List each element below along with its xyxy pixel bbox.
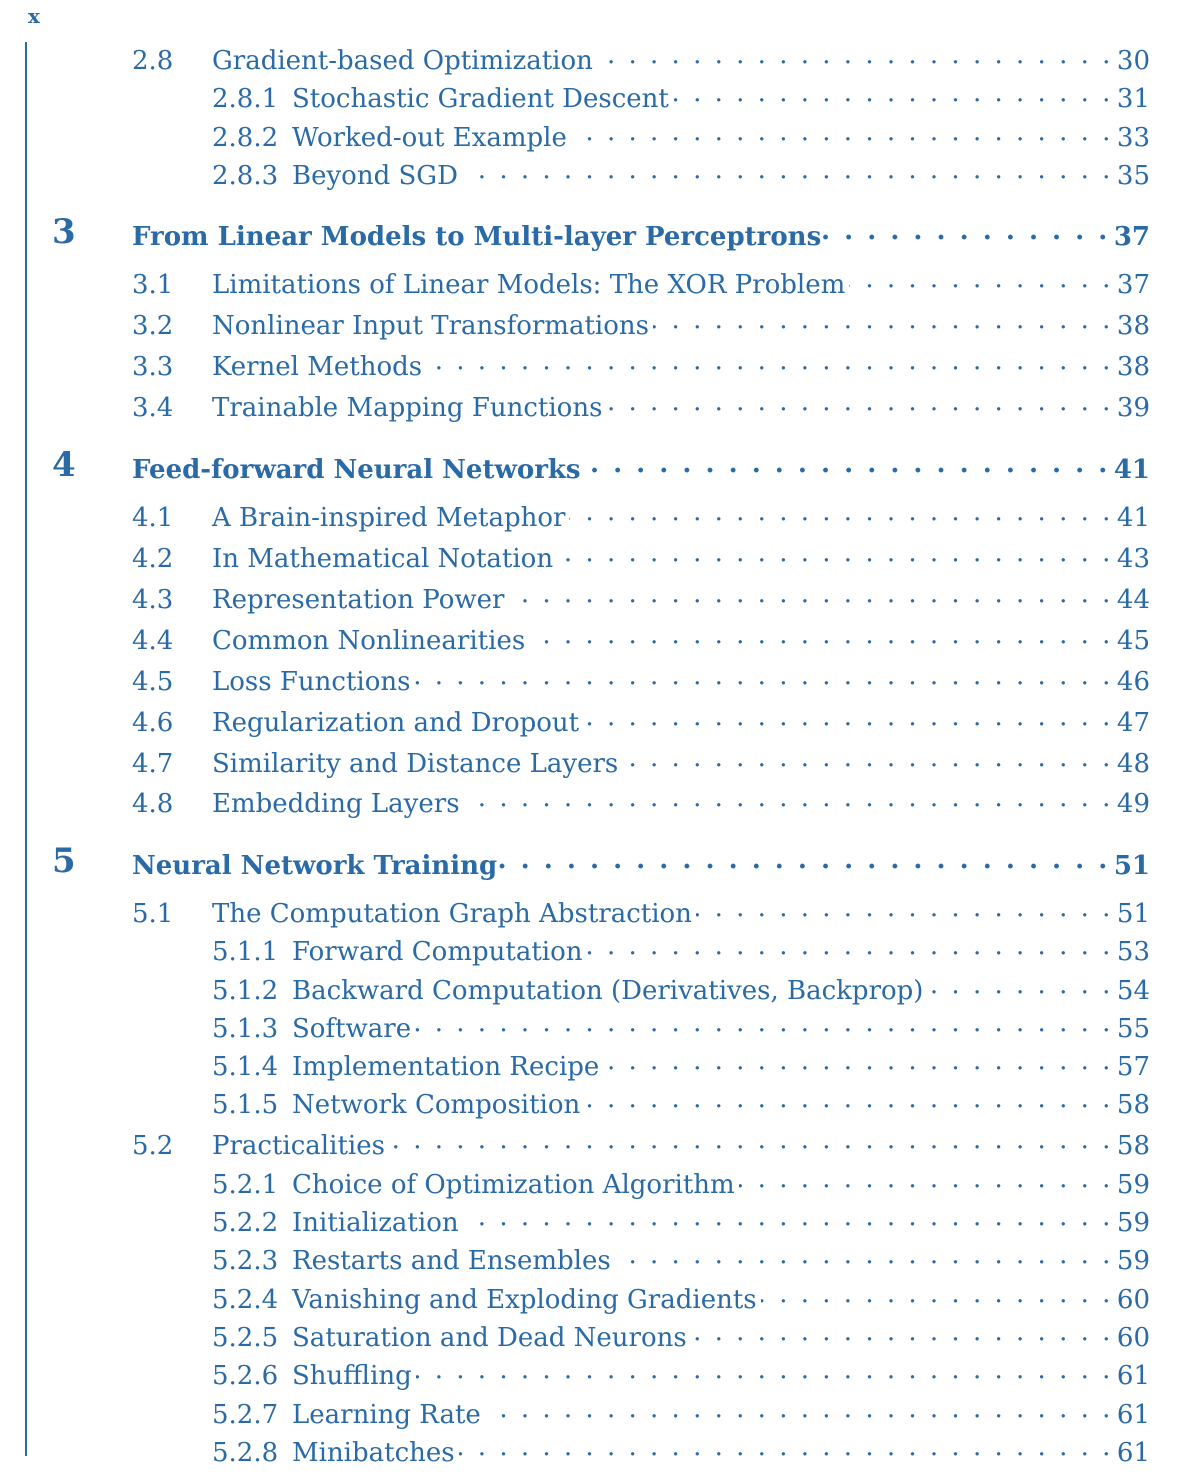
toc-subsection-entry[interactable] — [0, 1240, 1150, 1276]
page-ref: 38 — [1116, 351, 1150, 382]
subsection-number: 5.2.6 — [212, 1360, 279, 1391]
entry-title: From Linear Models to Multi-layer Perceptrons — [132, 221, 822, 252]
toc-section-entry[interactable] — [0, 702, 1150, 738]
entry-title: Software — [292, 1013, 412, 1044]
dot-leader — [622, 743, 1113, 772]
toc-section-entry[interactable] — [0, 346, 1150, 382]
dot-leader — [459, 1432, 1113, 1461]
page-ref: 39 — [1116, 392, 1150, 423]
section-number: 4.1 — [132, 502, 174, 533]
page-ref: 38 — [1116, 310, 1150, 341]
entry-title: Minibatches — [292, 1437, 455, 1468]
toc-section-entry[interactable] — [0, 497, 1150, 533]
page-ref: 46 — [1116, 666, 1150, 697]
dot-leader — [603, 1046, 1113, 1075]
toc-subsection-entry[interactable] — [0, 117, 1150, 153]
entry-title: Loss Functions — [212, 666, 411, 697]
toc-subsection-entry[interactable] — [0, 1279, 1150, 1315]
toc-chapter-entry[interactable] — [0, 212, 1150, 252]
dot-leader — [462, 155, 1113, 184]
toc-section-entry[interactable] — [0, 305, 1150, 341]
entry-title: Common Nonlinearities — [212, 625, 526, 656]
entry-title: In Mathematical Notation — [212, 543, 554, 574]
dot-leader — [416, 1355, 1113, 1384]
section-number: 2.8 — [132, 45, 174, 76]
section-number: 3.2 — [132, 310, 174, 341]
toc-subsection-entry[interactable] — [0, 1084, 1150, 1120]
page-ref: 55 — [1116, 1013, 1150, 1044]
dot-leader — [571, 117, 1113, 146]
subsection-number: 5.1.5 — [212, 1089, 279, 1120]
toc-section-entry[interactable] — [0, 661, 1150, 697]
dot-leader — [849, 264, 1113, 293]
page-ref: 61 — [1116, 1360, 1150, 1391]
dot-leader — [414, 661, 1112, 690]
section-number: 3.4 — [132, 392, 174, 423]
dot-leader — [696, 893, 1113, 922]
dot-leader — [739, 1164, 1113, 1193]
toc-subsection-entry[interactable] — [0, 1355, 1150, 1391]
toc-section-entry[interactable] — [0, 1125, 1150, 1161]
page-ref: 41 — [1116, 502, 1150, 533]
page-ref: 51 — [1116, 898, 1150, 929]
entry-title: Saturation and Dead Neurons — [292, 1322, 687, 1353]
toc-section-entry[interactable] — [0, 620, 1150, 656]
toc-subsection-entry[interactable] — [0, 155, 1150, 191]
chapter-number: 5 — [52, 841, 76, 881]
toc-chapter-entry[interactable] — [0, 445, 1150, 485]
entry-title: Beyond SGD — [292, 160, 458, 191]
dot-leader — [691, 1317, 1113, 1346]
page-ref: 58 — [1116, 1089, 1150, 1120]
entry-title: Feed-forward Neural Networks — [132, 454, 581, 485]
page-ref: 60 — [1116, 1322, 1150, 1353]
chapter-number: 3 — [52, 212, 76, 252]
page-ref: 43 — [1116, 543, 1150, 574]
subsection-number: 5.2.8 — [212, 1437, 279, 1468]
dot-leader — [927, 970, 1112, 999]
subsection-number: 5.1.2 — [212, 975, 279, 1006]
entry-title: Initialization — [292, 1207, 459, 1238]
section-number: 4.8 — [132, 788, 174, 819]
entry-title: Neural Network Training — [132, 850, 498, 881]
subsection-number: 5.2.7 — [212, 1399, 279, 1430]
dot-leader — [821, 216, 1110, 245]
toc-subsection-entry[interactable] — [0, 931, 1150, 967]
dot-leader — [426, 346, 1113, 375]
toc-subsection-entry[interactable] — [0, 1202, 1150, 1238]
page-ref: 31 — [1116, 83, 1150, 114]
subsection-number: 5.2.3 — [212, 1245, 279, 1276]
section-number: 5.1 — [132, 898, 174, 929]
entry-title: Regularization and Dropout — [212, 707, 580, 738]
dot-leader — [485, 1394, 1113, 1423]
toc-subsection-entry[interactable] — [0, 1046, 1150, 1082]
entry-title: Backward Computation (Derivatives, Backprop) — [292, 975, 924, 1006]
entry-title: Kernel Methods — [212, 351, 423, 382]
dot-leader — [587, 931, 1113, 960]
page-ref: 57 — [1116, 1051, 1150, 1082]
dot-leader — [761, 1279, 1113, 1308]
page-ref: 58 — [1116, 1130, 1150, 1161]
section-number: 4.4 — [132, 625, 174, 656]
page-ref: 37 — [1113, 221, 1150, 252]
entry-title: Embedding Layers — [212, 788, 460, 819]
toc-subsection-entry[interactable] — [0, 970, 1150, 1006]
toc-subsection-entry[interactable] — [0, 78, 1150, 114]
page-ref: 41 — [1113, 454, 1150, 485]
entry-title: Choice of Optimization Algorithm — [292, 1169, 735, 1200]
toc-section-entry[interactable] — [0, 783, 1150, 819]
toc-subsection-entry[interactable] — [0, 1164, 1150, 1200]
entry-title: Vanishing and Exploding Gradients — [292, 1284, 757, 1315]
toc-chapter-entry[interactable] — [0, 841, 1150, 881]
dot-leader — [497, 845, 1110, 874]
page-ref: 37 — [1116, 269, 1150, 300]
dot-leader — [463, 1202, 1113, 1231]
page-ref: 45 — [1116, 625, 1150, 656]
dot-leader — [508, 579, 1112, 608]
section-number: 3.1 — [132, 269, 174, 300]
subsection-number: 2.8.3 — [212, 160, 279, 191]
page-ref: 51 — [1113, 850, 1150, 881]
page-ref: 53 — [1116, 936, 1150, 967]
entry-title: Limitations of Linear Models: The XOR Problem — [212, 269, 846, 300]
section-number: 4.3 — [132, 584, 174, 615]
entry-title: The Computation Graph Abstraction — [212, 898, 692, 929]
dot-leader — [583, 702, 1113, 731]
page-ref: 61 — [1116, 1437, 1150, 1468]
dot-leader — [569, 497, 1112, 526]
section-number: 4.2 — [132, 543, 174, 574]
page-ref: 35 — [1116, 160, 1150, 191]
page-number: x — [28, 4, 40, 28]
dot-leader — [653, 305, 1113, 334]
toc-section-entry[interactable] — [0, 893, 1150, 929]
page-ref: 61 — [1116, 1399, 1150, 1430]
dot-leader — [415, 1008, 1113, 1037]
entry-title: Stochastic Gradient Descent — [292, 83, 669, 114]
dot-leader — [615, 1240, 1113, 1269]
entry-title: Shuffling — [292, 1360, 412, 1391]
page-ref: 30 — [1116, 45, 1150, 76]
page-ref: 59 — [1116, 1245, 1150, 1276]
subsection-number: 2.8.2 — [212, 122, 279, 153]
page-ref: 44 — [1116, 584, 1150, 615]
subsection-number: 2.8.1 — [212, 83, 279, 114]
entry-title: Learning Rate — [292, 1399, 481, 1430]
entry-title: Trainable Mapping Functions — [212, 392, 603, 423]
section-number: 4.7 — [132, 748, 174, 779]
dot-leader — [606, 387, 1112, 416]
page-ref: 33 — [1116, 122, 1150, 153]
page-ref: 54 — [1116, 975, 1150, 1006]
page-ref: 59 — [1116, 1169, 1150, 1200]
page-ref: 47 — [1116, 707, 1150, 738]
toc-section-entry[interactable] — [0, 40, 1150, 76]
dot-leader — [557, 538, 1113, 567]
entry-title: Forward Computation — [292, 936, 583, 967]
dot-leader — [581, 449, 1110, 478]
dot-leader — [673, 78, 1113, 107]
subsection-number: 5.1.3 — [212, 1013, 279, 1044]
entry-title: Network Composition — [292, 1089, 581, 1120]
dot-leader — [389, 1125, 1113, 1154]
entry-title: Nonlinear Input Transformations — [212, 310, 649, 341]
entry-title: A Brain-inspired Metaphor — [212, 502, 566, 533]
entry-title: Gradient-based Optimization — [212, 45, 593, 76]
toc-section-entry[interactable] — [0, 579, 1150, 615]
page-ref: 60 — [1116, 1284, 1150, 1315]
subsection-number: 5.2.4 — [212, 1284, 279, 1315]
page-ref: 48 — [1116, 748, 1150, 779]
toc-section-entry[interactable] — [0, 538, 1150, 574]
section-number: 5.2 — [132, 1130, 174, 1161]
entry-title: Worked-out Example — [292, 122, 567, 153]
toc-section-entry[interactable] — [0, 264, 1150, 300]
section-number: 4.6 — [132, 707, 174, 738]
entry-title: Practicalities — [212, 1130, 385, 1161]
entry-title: Similarity and Distance Layers — [212, 748, 619, 779]
toc-subsection-entry[interactable] — [0, 1317, 1150, 1353]
entry-title: Restarts and Ensembles — [292, 1245, 611, 1276]
entry-title: Representation Power — [212, 584, 505, 615]
dot-leader — [529, 620, 1113, 649]
toc-section-entry[interactable] — [0, 387, 1150, 423]
subsection-number: 5.2.2 — [212, 1207, 279, 1238]
chapter-number: 4 — [52, 445, 76, 485]
toc-subsection-entry[interactable] — [0, 1394, 1150, 1430]
subsection-number: 5.2.5 — [212, 1322, 279, 1353]
section-number: 4.5 — [132, 666, 174, 697]
toc-subsection-entry[interactable] — [0, 1008, 1150, 1044]
toc-subsection-entry[interactable] — [0, 1432, 1150, 1468]
dot-leader — [597, 40, 1113, 69]
entry-title: Implementation Recipe — [292, 1051, 600, 1082]
dot-leader — [464, 783, 1113, 812]
page-ref: 49 — [1116, 788, 1150, 819]
subsection-number: 5.1.1 — [212, 936, 279, 967]
dot-leader — [584, 1084, 1113, 1113]
page-ref: 59 — [1116, 1207, 1150, 1238]
section-number: 3.3 — [132, 351, 174, 382]
toc-section-entry[interactable] — [0, 743, 1150, 779]
subsection-number: 5.2.1 — [212, 1169, 279, 1200]
subsection-number: 5.1.4 — [212, 1051, 279, 1082]
